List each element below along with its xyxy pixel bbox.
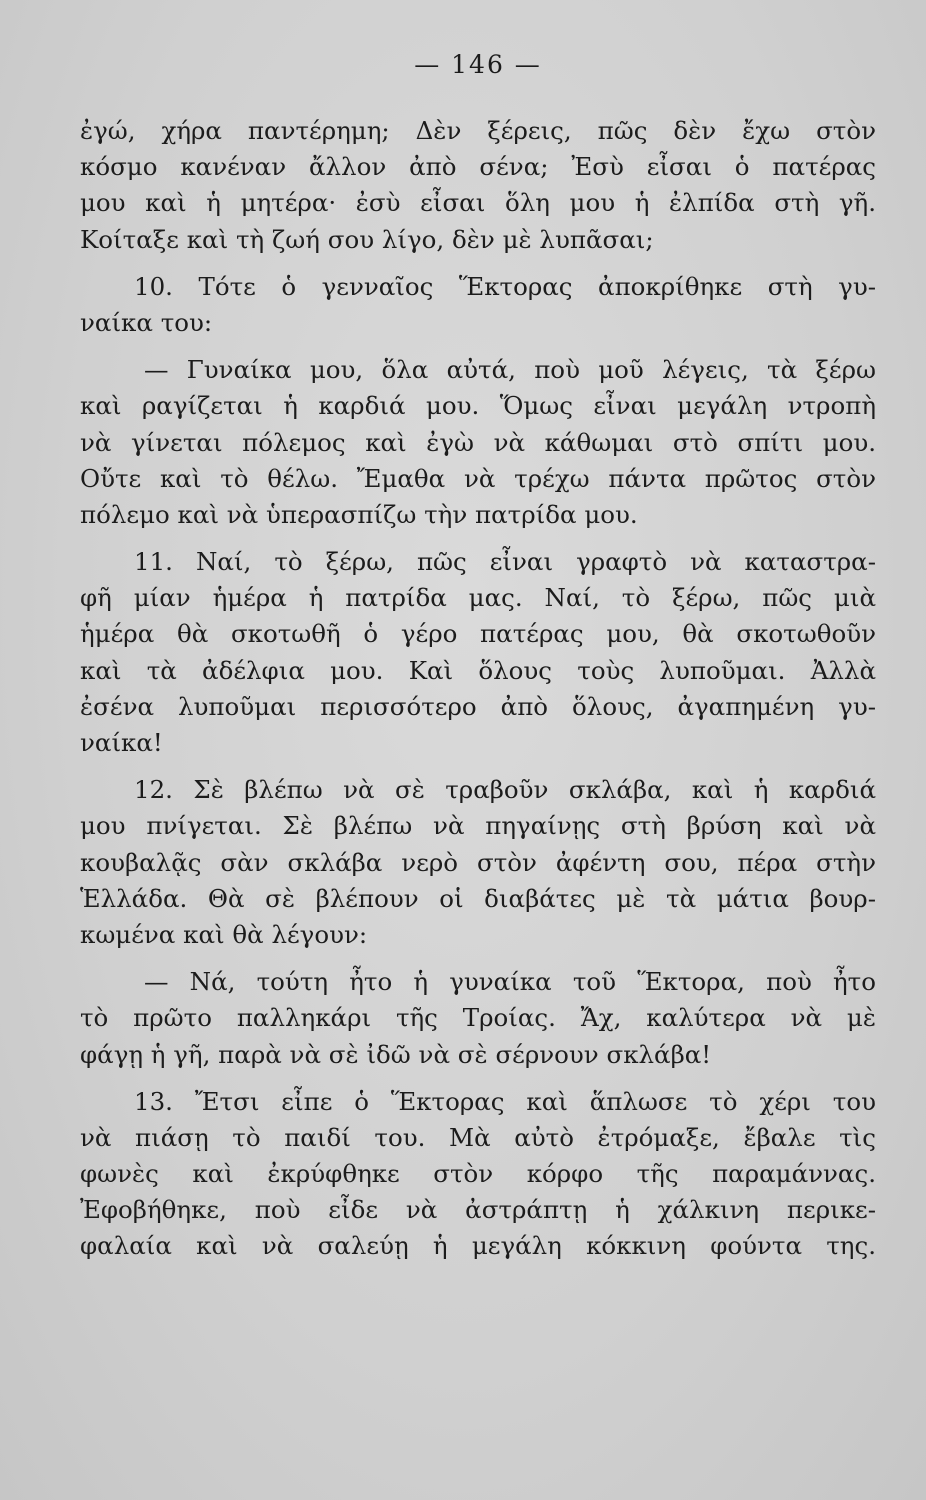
paragraph-13: [80, 1084, 876, 1265]
text-line: — Γυναίκα μου, ὅλα αὐτά, ποὺ μοῦ λέγεις, τὰ ξέρω: [144, 355, 876, 385]
paragraph-11: [80, 544, 876, 761]
text-line: Κοίταξε καὶ τὴ ζωή σου λίγο, δὲν μὲ λυπᾶσαι;: [80, 224, 654, 254]
paragraph-10: [80, 269, 876, 341]
text-line: νὰ πιάσῃ τὸ παιδί του. Μὰ αὐτὸ ἐτρόμαξε, ἔβαλε τὶς: [80, 1122, 876, 1152]
text-line: φῆ μίαν ἡμέρα ἡ πατρίδα μας. Ναί, τὸ ξέρω, πῶς μιὰ: [80, 583, 876, 613]
text-line: ναίκα του:: [80, 307, 213, 337]
text-line: φάγῃ ἡ γῆ, παρὰ νὰ σὲ ἰδῶ νὰ σὲ σέρνουν σκλάβα!: [80, 1039, 712, 1069]
text-line: ἐγώ, χήρα παντέρημη; Δὲν ξέρεις, πῶς δὲν ἔχω στὸν: [80, 116, 876, 145]
paragraph-continuation: [80, 113, 876, 258]
text-line: ἡμέρα θὰ σκοτωθῆ ὁ γέρο πατέρας μου, θὰ σκοτωθοῦν: [80, 619, 876, 649]
paragraph-12: [80, 772, 876, 953]
text-line: 13. Ἔτσι εἶπε ὁ Ἕκτορας καὶ ἅπλωσε τὸ χέρι του: [134, 1086, 876, 1116]
text-line: κόσμο κανέναν ἄλλον ἀπὸ σένα; Ἐσὺ εἶσαι ὁ πατέρας: [80, 152, 876, 182]
paragraph-dialogue: [80, 964, 876, 1073]
text-line: μου καὶ ἡ μητέρα· ἐσὺ εἶσαι ὅλη μου ἡ ἐλπίδα στὴ γῆ.: [80, 188, 876, 218]
text-line: ἐσένα λυποῦμαι περισσότερο ἀπὸ ὅλους, ἀγαπημένη γυ-: [80, 691, 876, 721]
text-line: 11. Ναί, τὸ ξέρω, πῶς εἶναι γραφτὸ νὰ καταστρα-: [134, 547, 876, 577]
page-number: — 146 —: [414, 50, 542, 79]
text-line: πόλεμο καὶ νὰ ὑπερασπίζω τὴν πατρίδα μου.: [80, 499, 638, 529]
text-line: φωνὲς καὶ ἐκρύφθηκε στὸν κόρφο τῆς παραμάννας.: [80, 1159, 876, 1189]
text-line: Ἑλλάδα. Θὰ σὲ βλέπουν οἱ διαβάτες μὲ τὰ μάτια βουρ-: [80, 883, 876, 913]
book-page: [80, 52, 876, 1276]
text-line: τὸ πρῶτο παλληκάρι τῆς Τροίας. Ἄχ, καλύτερα νὰ μὲ: [80, 1003, 876, 1033]
text-line: φαλαία καὶ νὰ σαλεύῃ ἡ μεγάλη κόκκινη φούντα της.: [80, 1231, 876, 1261]
text-line: Οὔτε καὶ τὸ θέλω. Ἔμαθα νὰ τρέχω πάντα πρῶτος στὸν: [80, 463, 876, 493]
text-line: — Νά, τούτη ἦτο ἡ γυναίκα τοῦ Ἕκτορα, ποὺ ἦτο: [144, 967, 876, 997]
paragraph-dialogue: [80, 352, 876, 533]
text-line: νὰ γίνεται πόλεμος καὶ ἐγὼ νὰ κάθωμαι στὸ σπίτι μου.: [80, 427, 876, 457]
text-line: Ἐφοβήθηκε, ποὺ εἶδε νὰ ἀστράπτῃ ἡ χάλκινη περικε-: [80, 1195, 876, 1225]
text-line: μου πνίγεται. Σὲ βλέπω νὰ πηγαίνῃς στὴ βρύση καὶ νὰ: [80, 811, 876, 841]
text-line: καὶ τὰ ἀδέλφια μου. Καὶ ὅλους τοὺς λυποῦμαι. Ἀλλὰ: [80, 655, 876, 685]
text-line: κουβαλᾷς σὰν σκλάβα νερὸ στὸν ἀφέντη σου, πέρα στὴν: [80, 847, 876, 877]
text-line: 10. Τότε ὁ γενναῖος Ἕκτορας ἀποκρίθηκε στὴ γυ-: [134, 271, 876, 301]
text-line: καὶ ραγίζεται ἡ καρδιά μου. Ὅμως εἶναι μεγάλη ντροπὴ: [80, 391, 876, 421]
text-line: 12. Σὲ βλέπω νὰ σὲ τραβοῦν σκλάβα, καὶ ἡ καρδιά: [134, 775, 876, 805]
text-line: ναίκα!: [80, 728, 163, 757]
text-line: κωμένα καὶ θὰ λέγουν:: [80, 919, 368, 949]
